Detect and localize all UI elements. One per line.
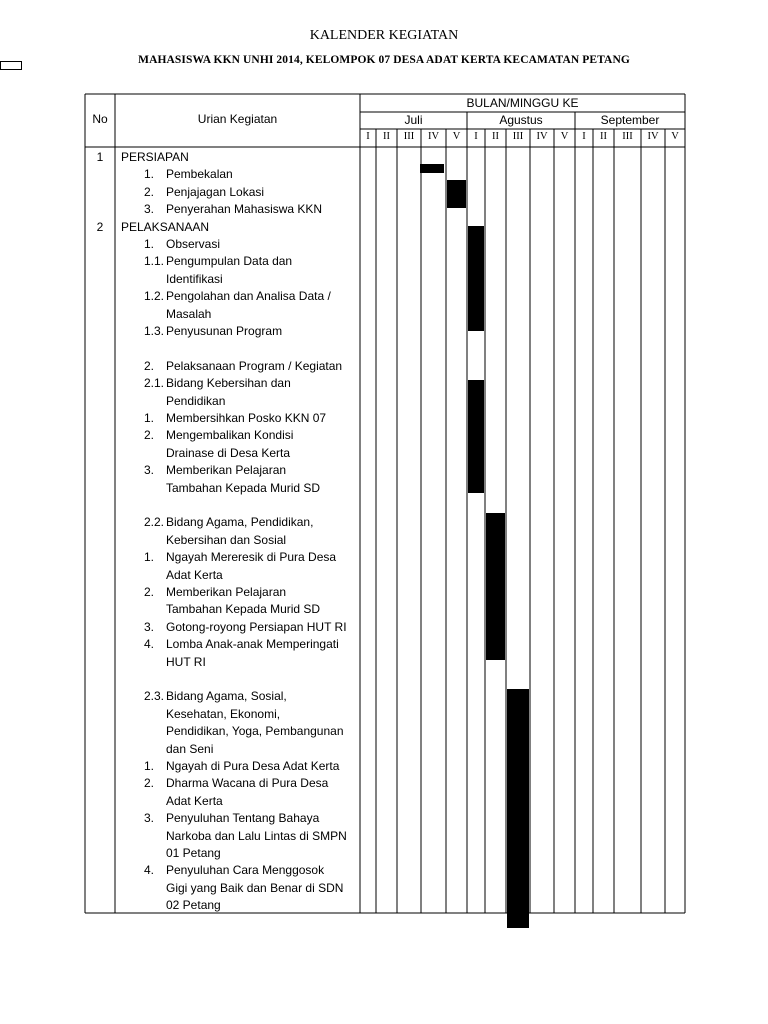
- item-prefix: 2.: [144, 358, 155, 373]
- item-prefix: 1.1.: [144, 254, 165, 269]
- schedule-bar: [447, 180, 466, 208]
- item-text: Penyerahan Mahasiswa KKN: [166, 202, 323, 217]
- schedule-bar: [486, 513, 505, 660]
- week-header: IV: [427, 131, 440, 142]
- week-header: V: [452, 131, 461, 142]
- item-text: Gigi yang Baik dan Benar di SDN: [166, 880, 344, 895]
- item-text: PERSIAPAN: [121, 150, 189, 164]
- item-text: Penyuluhan Tentang Bahaya: [166, 811, 320, 826]
- item-text: PELAKSANAAN: [121, 219, 210, 234]
- column-header-activity: Urian Kegiatan: [197, 112, 278, 126]
- item-text: 02 Petang: [166, 898, 221, 913]
- item-prefix: 3.: [144, 202, 155, 217]
- item-text: Bidang Agama, Sosial,: [166, 689, 287, 704]
- item-text: Pelaksanaan Program / Kegiatan: [166, 358, 343, 373]
- item-text: Dharma Wacana di Pura Desa: [166, 776, 329, 791]
- item-prefix: 2.2.: [144, 515, 165, 530]
- item-text: Penyusunan Program: [166, 324, 283, 338]
- schedule-bar: [420, 164, 444, 173]
- schedule-bar: [468, 226, 484, 331]
- week-header: I: [474, 131, 478, 142]
- item-text: Pembekalan: [166, 167, 233, 182]
- item-text: Memberikan Pelajaran: [166, 585, 287, 599]
- item-prefix: 2.: [144, 428, 155, 443]
- item-text: Narkoba dan Lalu Lintas di SMPN: [166, 828, 347, 843]
- item-prefix: 3.: [144, 619, 155, 634]
- item-prefix: 1.: [144, 167, 155, 182]
- item-prefix: 2.1.: [144, 376, 165, 391]
- item-text: dan Seni: [166, 741, 214, 756]
- item-text: Tambahan Kepada Murid SD: [166, 602, 321, 617]
- item-prefix: 4.: [144, 863, 155, 878]
- item-text: Adat Kerta: [166, 793, 223, 808]
- item-text: Ngayah Mereresik di Pura Desa: [166, 550, 337, 565]
- month-header-september: September: [600, 113, 660, 127]
- row-number: 1: [96, 150, 104, 164]
- item-text: HUT RI: [166, 654, 206, 669]
- week-header: II: [600, 131, 607, 142]
- item-text: Pendidikan, Yoga, Pembangunan: [166, 724, 344, 739]
- item-text: 01 Petang: [166, 846, 221, 860]
- week-header: III: [512, 131, 524, 142]
- item-prefix: 1.: [144, 759, 155, 773]
- week-header: I: [582, 131, 586, 142]
- item-text: Adat Kerta: [166, 567, 223, 582]
- week-header: III: [403, 131, 415, 142]
- month-header-juli: Juli: [404, 113, 423, 127]
- item-prefix: 1.3.: [144, 324, 165, 338]
- item-text: Bidang Agama, Pendidikan,: [166, 515, 314, 530]
- item-prefix: 2.: [144, 585, 155, 599]
- month-header-agustus: Agustus: [499, 113, 543, 127]
- document-subtitle: MAHASISWA KKN UNHI 2014, KELOMPOK 07 DESA ADAT KERTA KECAMATAN PETANG: [138, 54, 630, 66]
- week-header: II: [492, 131, 499, 142]
- week-header: I: [366, 131, 370, 142]
- schedule-bar: [507, 689, 529, 928]
- item-text: Kesehatan, Ekonomi,: [166, 706, 281, 721]
- schedule-bar: [468, 380, 484, 493]
- item-text: Observasi: [166, 237, 221, 251]
- item-text: Lomba Anak-anak Memperingati: [166, 637, 339, 652]
- item-text: Memberikan Pelajaran: [166, 463, 287, 478]
- item-prefix: 4.: [144, 637, 155, 652]
- item-prefix: 2.3.: [144, 689, 165, 704]
- item-prefix: 1.: [144, 411, 155, 425]
- item-text: Penjajagan Lokasi: [166, 184, 265, 199]
- item-text: Pengumpulan Data dan: [166, 254, 293, 269]
- item-text: Bidang Kebersihan dan: [166, 376, 291, 391]
- row-number: 2: [96, 219, 104, 234]
- item-prefix: 3.: [144, 811, 155, 826]
- document-title: KALENDER KEGIATAN: [309, 28, 459, 43]
- item-text: Kebersihan dan Sosial: [166, 532, 287, 547]
- item-text: Pendidikan: [166, 393, 226, 408]
- item-text: Ngayah di Pura Desa Adat Kerta: [166, 759, 340, 773]
- item-prefix: 2.: [144, 184, 155, 199]
- item-text: Tambahan Kepada Murid SD: [166, 480, 321, 495]
- week-header: IV: [647, 131, 659, 142]
- item-text: Identifikasi: [166, 271, 223, 286]
- item-text: Penyuluhan Cara Menggosok: [166, 863, 325, 878]
- week-header: II: [383, 131, 390, 142]
- item-text: Membersihkan Posko KKN 07: [166, 411, 327, 425]
- item-prefix: 2.: [144, 776, 155, 791]
- week-header: V: [560, 131, 569, 142]
- column-header-no: No: [92, 112, 108, 126]
- week-header: V: [671, 131, 679, 142]
- item-text: Masalah: [166, 306, 212, 321]
- item-text: Mengembalikan Kondisi: [166, 428, 294, 443]
- item-prefix: 1.: [144, 550, 155, 565]
- item-text: Drainase di Desa Kerta: [166, 445, 291, 460]
- item-text: Gotong-royong Persiapan HUT RI: [166, 619, 347, 634]
- week-header: IV: [536, 131, 548, 142]
- item-prefix: 1.2.: [144, 289, 165, 304]
- item-prefix: 3.: [144, 463, 155, 478]
- item-prefix: 1.: [144, 237, 155, 251]
- item-text: Pengolahan dan Analisa Data /: [166, 289, 331, 304]
- week-header: III: [622, 131, 633, 142]
- column-header-period: BULAN/MINGGU KE: [466, 96, 579, 110]
